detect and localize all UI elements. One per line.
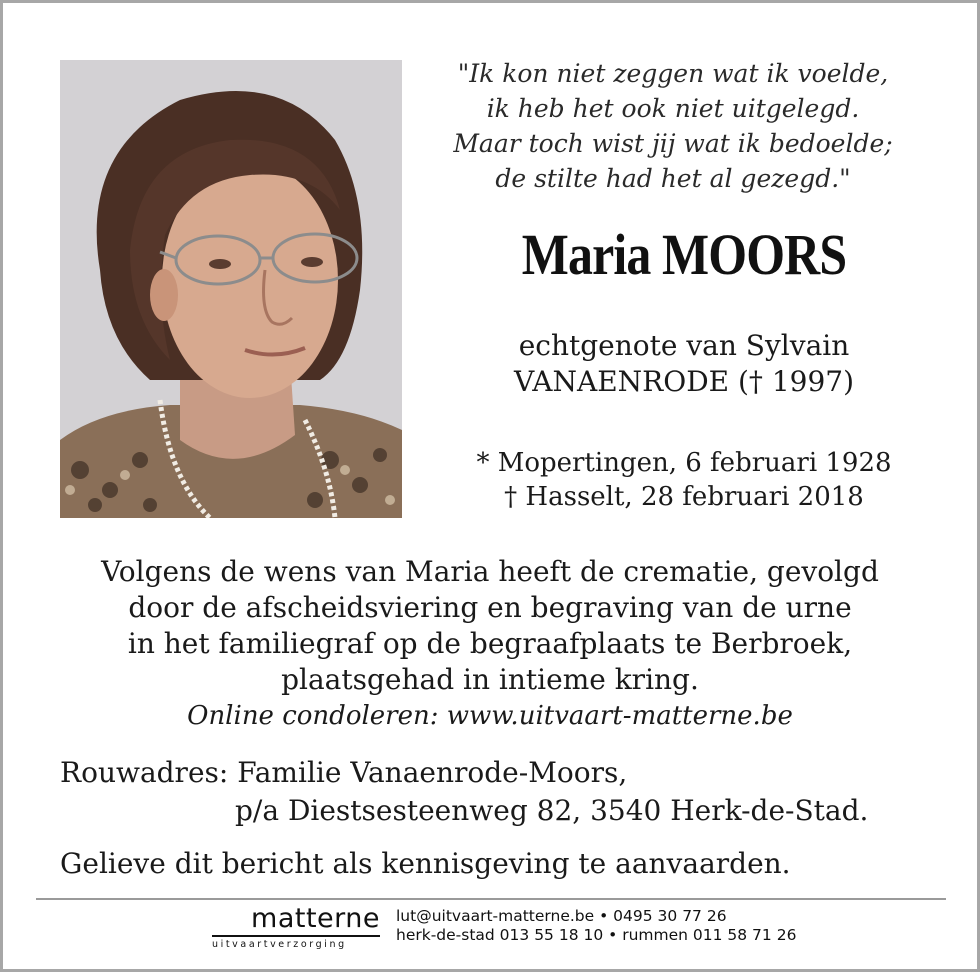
life-dates [430, 446, 938, 514]
online-condolence: Online condoleren: www.uitvaart-matterne.be [187, 701, 793, 731]
quote-line: "Ik kon niet zeggen wat ik voelde, [457, 59, 889, 88]
poem-quote [430, 56, 916, 196]
deceased-name: Maria MOORS [521, 222, 847, 287]
death-date: † Hasselt, 28 februari 2018 [504, 482, 864, 512]
contact-line-2: herk-de-stad 013 55 18 10 • rummen 011 58 71 26 [396, 926, 797, 944]
notice-text: Gelieve dit bericht als kennisgeving te aanvaarden. [60, 847, 791, 880]
portrait-photo [60, 60, 402, 518]
logo-subtitle: uitvaartverzorging [212, 939, 347, 950]
quote-line: ik heb het ook niet uitgelegd. [486, 94, 860, 123]
body-line: door de afscheidsviering en begraving van de urne [128, 591, 852, 624]
announcement-body [40, 554, 940, 734]
body-line: plaatsgehad in intieme kring. [281, 663, 699, 696]
body-line: Volgens de wens van Maria heeft de crematie, gevolgd [101, 555, 879, 588]
birth-date: * Mopertingen, 6 februari 1928 [476, 448, 892, 478]
logo-word: matterne [251, 903, 380, 934]
spouse-line-1: echtgenote van Sylvain [518, 329, 850, 362]
portrait-illustration [60, 60, 402, 518]
address-line-2: p/a Diestsesteenweg 82, 3540 Herk-de-Stad. [235, 794, 869, 827]
quote-line: de stilte had het al gezegd." [495, 164, 851, 193]
quote-line: Maar toch wist jij wat ik bedoelde; [453, 129, 893, 158]
spouse-info [430, 328, 938, 400]
address-line-1: Rouwadres: Familie Vanaenrode-Moors, [60, 756, 628, 789]
spouse-line-2: VANAENRODE († 1997) [513, 365, 855, 398]
logo-underline [212, 935, 380, 937]
mourning-address [60, 754, 940, 830]
footer-divider [36, 898, 946, 900]
matterne-logo [212, 904, 380, 951]
contact-line-1: lut@uitvaart-matterne.be • 0495 30 77 26 [396, 907, 727, 925]
footer-contact [396, 907, 956, 945]
body-line: in het familiegraf op de begraafplaats te Berbroek, [127, 627, 853, 660]
